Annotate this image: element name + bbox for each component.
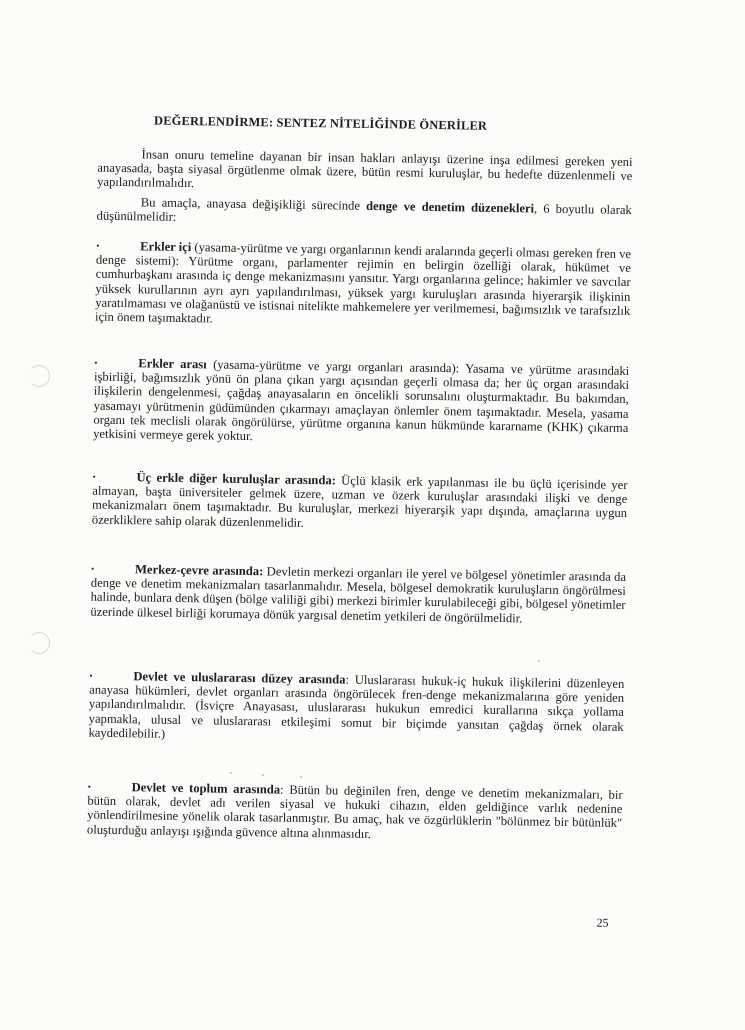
scan-speck xyxy=(230,772,232,774)
item-text: : Uluslararası hukuk-iç hukuk ilişkilerini düzenleyen anayasa hükümleri, devlet organları arasında öngörülecek fren-denge mekanizmalarına göre yeniden yapılandırılmalıdır. (İsviçre Anayasası, uluslararası hukukun emredici kurallarına sıkça yollama yapmakla, ulusal ve uluslararası etkileşimi somut bir biçimde yansıtan çağdaş örnek olarak kaydedilebilir.) xyxy=(88,672,625,741)
item-heading: Devlet ve uluslararası düzey arasında xyxy=(133,669,346,687)
punch-hole-mark xyxy=(28,632,50,654)
scan-speck xyxy=(538,660,540,662)
bullet-icon: • xyxy=(96,240,100,251)
scan-speck xyxy=(300,776,302,778)
item-heading: Merkez-çevre arasında: xyxy=(134,562,264,579)
intro-bold-term: denge ve denetim düzenekleri xyxy=(365,198,535,216)
bullet-icon: • xyxy=(94,357,98,368)
item-heading: Üç erkle diğer kuruluşlar arasında: xyxy=(136,470,336,488)
page-number: 25 xyxy=(596,915,609,930)
bullet-icon: • xyxy=(92,471,96,482)
item-text: Devletin merkezi organları ile yerel ve bölgesel yönetimler arasında da denge ve denetim mekanizmaları tasarlanmalıdır. Mesela, bölgesel demokratik kuruluşların öngörülmesi halinde, bunlara denk düşen (bölge valiliği gibi) merkezi birimler kurulabileceği gibi, bölgesel yönetimler üzerinde ülkesel birliği korumaya dönük yargısal denetim yetkileri de öngörülmelidir. xyxy=(90,564,627,625)
list-item-devlet-toplum xyxy=(87,780,623,845)
item-text: Üçlü klasik erk yapılanması ile bu üçlü içerisinde yer almayan, başta üniversiteler gelmek üzere, uzman ve özerk kuruluşlar arasındaki ilişki ve denge mekanizmaları önem taşımaktadır. Bu kuruluşlar, merkezi hiyerarşik yapı dışında, amaçlarına uygun özerkliklere sahip olarak düzenlenmelidir. xyxy=(91,473,628,530)
list-item-merkez-cevre xyxy=(90,562,626,627)
bullet-icon: • xyxy=(90,563,95,574)
item-text: : Bütün bu değinilen fren, denge ve denetim mekanizmaları, bir bütün olarak, devlet adı verilen siyasal ve hukuki cihazın, elden geldiğince varlık nedenine yönlendirilmesine yönelik olarak tasarlanmıştır. Bu amaç, hak ve özgürlüklerin "bölünmez bir bütünlük" oluşturduğu anlayışı ışığında güvence altına alınmasıdır. xyxy=(86,782,623,841)
bullet-icon: • xyxy=(87,781,91,792)
list-item-erkler-arasi xyxy=(93,356,629,450)
bullet-icon: • xyxy=(89,670,93,681)
intro-paragraph-1: İnsan onuru temeline dayanan bir insan hakları anlayışı üzerine inşa edilmesi gereken yeni anayasada, başta siyasal örgütlenme olmak üzere, bütün resmi kuruluşlar, bu hedefte düzenlenmeli ve yapılandırılmalıdır. xyxy=(97,147,633,191)
list-item-erkler-ici xyxy=(95,239,631,333)
scan-speck xyxy=(262,774,264,776)
intro-text-before: Bu amaçla, anayasa değişikliği sürecinde xyxy=(140,195,367,213)
page-title: DEĞERLENDİRME: SENTEZ NİTELİĞİNDE ÖNERİLER xyxy=(154,113,488,133)
item-heading: Erkler içi xyxy=(140,239,192,255)
list-item-uc-erkle xyxy=(92,470,628,535)
item-text: (yasama-yürütme ve yargı organları arasında): Yasama ve yürütme arasındaki işbirliği, bağımsızlık yönü ön plana çıkan yargı açısından geçerli olmasa da; her üç organ arasındaki ilişkilerin dengelenmesi, çağdaş anayasaların en öncelikli sorunsalını oluşturmaktadır. Bu bakımdan, yasamayı yürütmenin güdümünden çıkarmayı amaçlayan önlemler önem taşımaktadır. Mesela, yasama organı tek meclisli olarak öngörülürse, yürütme organına kanun hükmünde kararname (KHK) çıkarma yetkisini vermeye gerek yoktur. xyxy=(93,357,630,444)
intro-text-after: , 6 boyutlu olarak düşünülmelidir: xyxy=(96,201,632,225)
list-item-uluslararasi xyxy=(88,669,624,748)
punch-hole-mark xyxy=(28,365,50,387)
item-heading: Erkler arası xyxy=(138,356,207,372)
item-heading: Devlet ve toplum arasında xyxy=(131,780,281,797)
intro-paragraph-2 xyxy=(97,195,632,232)
item-text: (yasama-yürütme ve yargı organlarının kendi aralarında geçerli olması gereken fren ve denge sistemi): Yürütme organı, parlamenter rejimin en belirgin özelliği olarak, hükümet ve cumhurbaşkanı arasında iç denge mekanizmasını yansıtır. Yargı organlarına gelince; hakimler ve savcılar yüksek kurullarının ayrı ayrı yapılandırılması, yüksek yargı kuruluşları arasında hiyerarşik ilişkinin yaratılmaması ve olağanüstü ve istisnai nitelikte mahkemelere yer verilmemesi, bağımsızlık ve tarafsızlık için önem taşımaktadır. xyxy=(94,240,632,326)
